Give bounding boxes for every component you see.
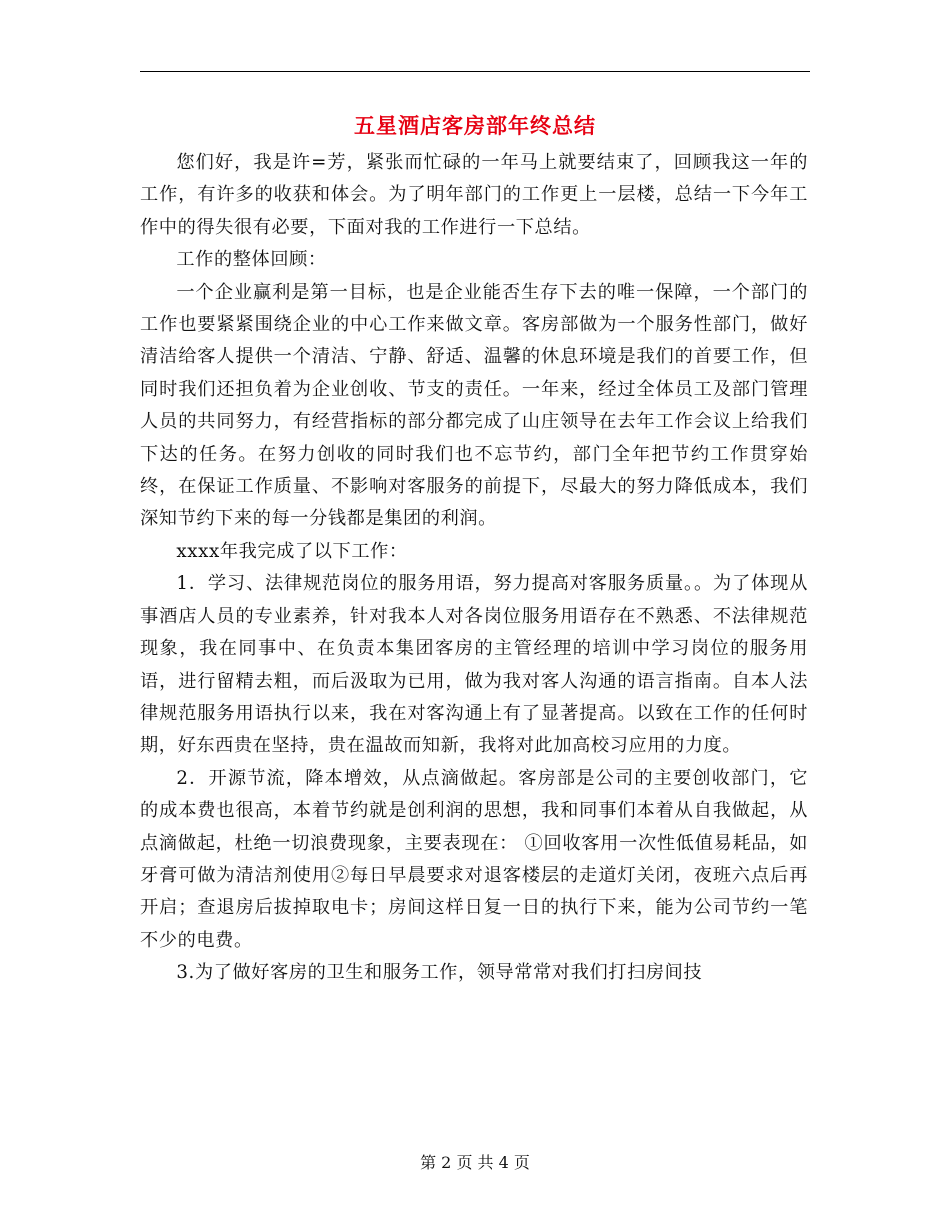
- paragraph-work-heading: xxxx年我完成了以下工作：: [176, 540, 408, 562]
- page-footer: 第 2 页 共 4 页: [420, 1153, 530, 1172]
- paragraph-item-1: 1．学习、法律规范岗位的服务用语，努力提高对客服务质量。。为了体现从事酒店人员的专业素养，针对我本人对各岗位服务用语存在不熟悉、不法律规范现象，我在同事中、在负责本集团客房的主管经理的培训中学习岗位的服务用语，进行留精去粗，而后汲取为已用，做为我对客人沟通的语言指南。自本人法律规范服务用语执行以来，我在对客沟通上有了显著提高。以致在工作的任何时期，好东西贵在坚持，贵在温故而知新，我将对此加高校习应用的力度。: [140, 573, 808, 757]
- paragraph-intro: 您们好，我是许=芳，紧张而忙碌的一年马上就要结束了，回顾我这一年的工作，有许多的收获和体会。为了明年部门的工作更上一层楼，总结一下今年工作中的得失很有必要，下面对我的工作进行一下总结。: [140, 152, 808, 238]
- paragraph-item-2: 2．开源节流，降本增效，从点滴做起。客房部是公司的主要创收部门，它的成本费也很高，本着节约就是创利润的思想，我和同事们本着从自我做起，从点滴做起，杜绝一切浪费现象，主要表现在： ①回收客用一次性低值易耗品，如牙膏可做为清洁剂使用②每日早晨要求对退客楼层的走道灯关闭，夜班六点后再开启；查退房后拔掉取电卡；房间这样日复一日的执行下来，能为公司节约一笔不少的电费。: [140, 767, 808, 951]
- header-rule: [140, 71, 810, 72]
- document-body: [140, 147, 808, 990]
- paragraph-review: 一个企业赢利是第一目标，也是企业能否生存下去的唯一保障，一个部门的工作也要紧紧围绕企业的中心工作来做文章。客房部做为一个服务性部门，做好清洁给客人提供一个清洁、宁静、舒适、温馨的休息环境是我们的首要工作，但同时我们还担负着为企业创收、节支的责任。一年来，经过全体员工及部门管理人员的共同努力，有经营指标的部分都完成了山庄领导在去年工作会议上给我们下达的任务。在努力创收的同时我们也不忘节约，部门全年把节约工作贯穿始终，在保证工作质量、不影响对客服务的前提下，尽最大的努力降低成本，我们深知节约下来的每一分钱都是集团的利润。: [140, 281, 808, 530]
- paragraph-review-heading: 工作的整体回顾：: [176, 249, 327, 271]
- document-title: 五星酒店客房部年终总结: [354, 113, 596, 138]
- paragraph-item-3: 3.为了做好客房的卫生和服务工作，领导常常对我们打扫房间技: [176, 962, 703, 984]
